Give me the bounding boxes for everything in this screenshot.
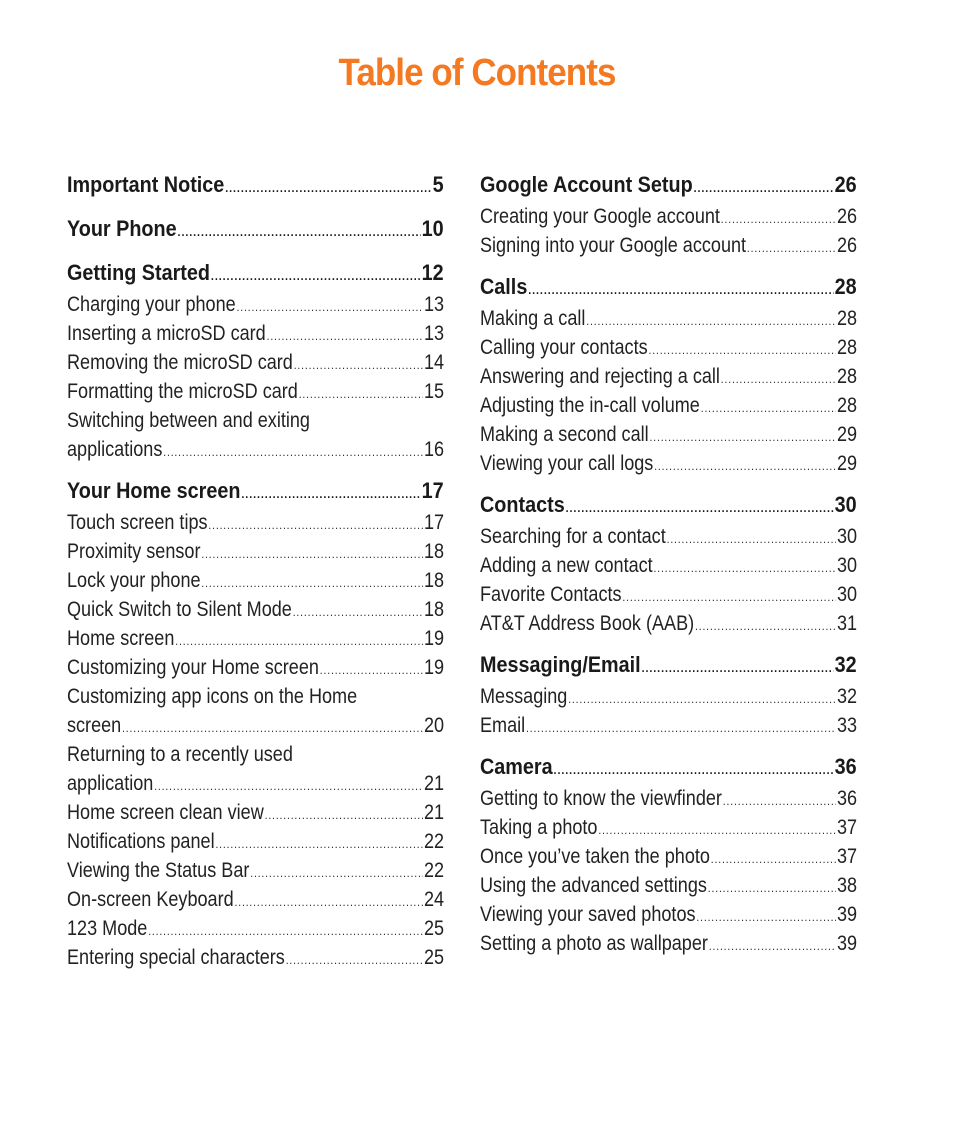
dot-leader [250, 859, 423, 888]
page-number: 15 [423, 380, 445, 403]
page-number: 32 [834, 652, 857, 677]
dot-leader [215, 830, 423, 859]
toc-section-heading[interactable] [480, 270, 857, 304]
toc-entry-label: Adjusting the in-call volume [480, 394, 700, 417]
page-number: 33 [836, 714, 858, 737]
page-number: 28 [836, 336, 858, 359]
dot-leader [721, 365, 836, 394]
page-number: 10 [421, 216, 444, 241]
dot-leader [642, 651, 834, 685]
page-number: 30 [836, 525, 858, 548]
page-number: 20 [423, 714, 445, 737]
toc-entry[interactable] [67, 319, 444, 348]
dot-leader [122, 714, 423, 743]
toc-entry[interactable] [67, 711, 444, 740]
dot-leader [148, 917, 423, 946]
toc-section-camera [480, 750, 857, 958]
toc-entry-label: Proximity sensor [67, 540, 201, 563]
toc-entry-label: Making a call [480, 307, 586, 330]
page-number: 12 [421, 260, 444, 285]
dot-leader [211, 259, 421, 293]
toc-entry[interactable] [480, 813, 857, 842]
page-number: 37 [836, 816, 858, 839]
dot-leader [267, 322, 424, 351]
toc-left-column [67, 168, 444, 982]
toc-entry-label: Viewing your saved photos [480, 903, 696, 926]
toc-entry[interactable] [67, 290, 444, 319]
toc-entry-label-line1: Customizing app icons on the Home [67, 685, 358, 708]
toc-entry[interactable] [480, 580, 857, 609]
toc-entry[interactable] [67, 508, 444, 537]
page-number: 28 [836, 394, 858, 417]
toc-section-heading[interactable] [480, 648, 857, 682]
page-number: 28 [834, 274, 857, 299]
dot-leader [711, 845, 836, 874]
toc-section-your-phone [67, 212, 444, 246]
toc-entry-label: AT&T Address Book (AAB) [480, 612, 695, 635]
toc-entry-label: Touch screen tips [67, 511, 208, 534]
dot-leader [299, 380, 423, 409]
toc-entry-label: Messaging [480, 685, 568, 708]
toc-entry-label: Email [480, 714, 526, 737]
dot-leader [201, 569, 423, 598]
page-number: 13 [423, 293, 445, 316]
toc-entry[interactable] [480, 362, 857, 391]
toc-section-heading[interactable] [480, 488, 857, 522]
toc-entry-label: On-screen Keyboard [67, 888, 234, 911]
dot-leader [649, 336, 837, 365]
dot-leader [235, 888, 424, 917]
page-number: 26 [836, 234, 858, 257]
dot-leader [241, 477, 420, 511]
toc-entry-label: Entering special characters [67, 946, 285, 969]
toc-entry-label: Home screen [67, 627, 175, 650]
dot-leader [293, 598, 423, 627]
dot-leader [163, 438, 423, 467]
toc-entry-label: Using the advanced settings [480, 874, 707, 897]
dot-leader [723, 787, 836, 816]
dot-leader [622, 583, 836, 612]
dot-leader [208, 511, 423, 540]
toc-section-getting-started [67, 256, 444, 464]
toc-entry-label: application [67, 772, 154, 795]
toc-entry-label: Lock your phone [67, 569, 201, 592]
page-number: 16 [423, 438, 445, 461]
page-number: 17 [423, 511, 445, 534]
toc-section-heading[interactable] [67, 168, 444, 202]
toc-entry[interactable] [480, 333, 857, 362]
dot-leader [294, 351, 423, 380]
toc-entry[interactable] [67, 885, 444, 914]
toc-section-heading[interactable] [67, 474, 444, 508]
toc-entry[interactable] [480, 871, 857, 900]
dot-leader [566, 491, 834, 525]
toc-entry-label: Your Home screen [67, 478, 241, 503]
dot-leader [154, 772, 423, 801]
page-number: 19 [423, 627, 445, 650]
dot-leader [320, 656, 423, 685]
toc-section-heading[interactable] [67, 212, 444, 246]
toc-section-google-account-setup [480, 168, 857, 260]
page-number: 21 [423, 772, 445, 795]
toc-section-your-home-screen [67, 474, 444, 972]
toc-right-column [480, 168, 857, 968]
toc-entry-label: Adding a new contact [480, 554, 653, 577]
dot-leader [709, 932, 836, 961]
dot-leader [721, 205, 836, 234]
dot-leader [526, 714, 836, 743]
page-number: 37 [836, 845, 858, 868]
toc-entry[interactable] [67, 943, 444, 972]
page-number: 25 [423, 946, 445, 969]
dot-leader [708, 874, 836, 903]
toc-entry-label: Formatting the microSD card [67, 380, 298, 403]
toc-entry-label: Home screen clean view [67, 801, 264, 824]
page-number: 14 [423, 351, 445, 374]
toc-entry-label: Favorite Contacts [480, 583, 622, 606]
toc-entry-label: Inserting a microSD card [67, 322, 266, 345]
toc-entry[interactable] [67, 827, 444, 856]
toc-entry[interactable] [67, 595, 444, 624]
dot-leader [747, 234, 836, 263]
dot-leader [695, 612, 836, 641]
toc-section-messaging-email [480, 648, 857, 740]
toc-entry[interactable] [67, 624, 444, 653]
page-number: 29 [836, 423, 858, 446]
page-number: 31 [836, 612, 858, 635]
page-number: 38 [836, 874, 858, 897]
toc-section-heading[interactable] [67, 256, 444, 290]
toc-entry[interactable] [67, 856, 444, 885]
toc-entry[interactable] [480, 304, 857, 333]
toc-entry-label: screen [67, 714, 122, 737]
toc-section-heading[interactable] [480, 168, 857, 202]
toc-entry[interactable] [67, 435, 444, 464]
dot-leader [654, 554, 837, 583]
toc-entry-label: Searching for a contact [480, 525, 666, 548]
page-number: 21 [423, 801, 445, 824]
page-number: 36 [834, 754, 857, 779]
toc-section-important-notice [67, 168, 444, 202]
toc-entry-label: Signing into your Google account [480, 234, 747, 257]
dot-leader [175, 627, 423, 656]
toc-entry-label: Customizing your Home screen [67, 656, 319, 679]
toc-entry[interactable] [480, 551, 857, 580]
page-number: 39 [836, 932, 858, 955]
toc-entry[interactable] [480, 420, 857, 449]
dot-leader [696, 903, 836, 932]
dot-leader [237, 293, 424, 322]
toc-entry[interactable] [480, 900, 857, 929]
page-number: 5 [432, 172, 444, 197]
dot-leader [286, 946, 423, 975]
page-number: 18 [423, 569, 445, 592]
toc-entry-label: Viewing your call logs [480, 452, 654, 475]
toc-entry[interactable] [480, 929, 857, 958]
page-number: 26 [836, 205, 858, 228]
toc-entry[interactable] [67, 348, 444, 377]
toc-entry-label: Answering and rejecting a call [480, 365, 720, 388]
toc-entry[interactable] [67, 377, 444, 406]
toc-entry-label: Your Phone [67, 216, 177, 241]
page-number: 17 [421, 478, 444, 503]
toc-section-calls [480, 270, 857, 478]
dot-leader [701, 394, 836, 423]
toc-entry-label: Important Notice [67, 172, 225, 197]
page-number: 19 [423, 656, 445, 679]
toc-section-heading[interactable] [480, 750, 857, 784]
page-number: 30 [836, 583, 858, 606]
toc-entry[interactable] [480, 231, 857, 260]
dot-leader [568, 685, 836, 714]
page-number: 29 [836, 452, 858, 475]
dot-leader [694, 171, 834, 205]
page-number: 25 [423, 917, 445, 940]
toc-entry-label: Getting to know the viewfinder [480, 787, 722, 810]
toc-entry-label: applications [67, 438, 163, 461]
dot-leader [178, 215, 421, 249]
toc-entry-label: Once you’ve taken the photo [480, 845, 710, 868]
toc-entry[interactable] [480, 842, 857, 871]
toc-entry-label-line1: Switching between and exiting [67, 409, 310, 432]
toc-entry-label: Calling your contacts [480, 336, 648, 359]
toc-entry-label: Quick Switch to Silent Mode [67, 598, 292, 621]
toc-entry[interactable] [480, 522, 857, 551]
page-number: 28 [836, 307, 858, 330]
page-number: 22 [423, 830, 445, 853]
toc-entry-label: Camera [480, 754, 553, 779]
toc-entry[interactable] [480, 202, 857, 231]
toc-entry[interactable] [480, 711, 857, 740]
page-number: 22 [423, 859, 445, 882]
toc-entry-label: Setting a photo as wallpaper [480, 932, 708, 955]
toc-entry[interactable] [67, 798, 444, 827]
toc-entry-label: Notifications panel [67, 830, 215, 853]
dot-leader [528, 273, 833, 307]
dot-leader [667, 525, 837, 554]
toc-entry-label: Messaging/Email [480, 652, 641, 677]
toc-entry[interactable] [480, 449, 857, 478]
toc-entry-label: Taking a photo [480, 816, 598, 839]
page-number: 39 [836, 903, 858, 926]
page-number: 32 [836, 685, 858, 708]
toc-entry-label-line1: Returning to a recently used [67, 743, 293, 766]
dot-leader [201, 540, 423, 569]
toc-entry-label: Calls [480, 274, 528, 299]
dot-leader [554, 753, 834, 787]
dot-leader [650, 423, 837, 452]
toc-entry-label: Making a second call [480, 423, 649, 446]
toc-entry-wrapped[interactable] [67, 682, 444, 740]
dot-leader [654, 452, 836, 481]
page-number: 18 [423, 598, 445, 621]
toc-entry[interactable] [67, 769, 444, 798]
toc-entry[interactable] [67, 914, 444, 943]
toc-entry[interactable] [480, 682, 857, 711]
page-number: 30 [834, 492, 857, 517]
dot-leader [225, 171, 431, 205]
page-number: 36 [836, 787, 858, 810]
page-title: Table of Contents [338, 52, 616, 94]
page-number: 28 [836, 365, 858, 388]
toc-entry-label: Viewing the Status Bar [67, 859, 250, 882]
toc-entry-wrapped[interactable] [67, 740, 444, 798]
dot-leader [586, 307, 836, 336]
toc-entry[interactable] [480, 784, 857, 813]
dot-leader [598, 816, 836, 845]
toc-entry-label: Contacts [480, 492, 565, 517]
toc-section-contacts [480, 488, 857, 638]
toc-entry[interactable] [480, 391, 857, 420]
toc-entry-label: Charging your phone [67, 293, 236, 316]
toc-entry-label: Creating your Google account [480, 205, 720, 228]
page-number: 30 [836, 554, 858, 577]
toc-entry-label: 123 Mode [67, 917, 148, 940]
dot-leader [265, 801, 424, 830]
toc-entry[interactable] [480, 609, 857, 638]
page-number: 18 [423, 540, 445, 563]
page-number: 26 [834, 172, 857, 197]
toc-entry[interactable] [67, 537, 444, 566]
toc-entry-label: Getting Started [67, 260, 211, 285]
toc-entry-label: Removing the microSD card [67, 351, 293, 374]
toc-entry[interactable] [67, 653, 444, 682]
page-number: 13 [423, 322, 445, 345]
toc-entry-label: Google Account Setup [480, 172, 693, 197]
page-number: 24 [423, 888, 445, 911]
toc-entry[interactable] [67, 566, 444, 595]
toc-entry-wrapped[interactable] [67, 406, 444, 464]
